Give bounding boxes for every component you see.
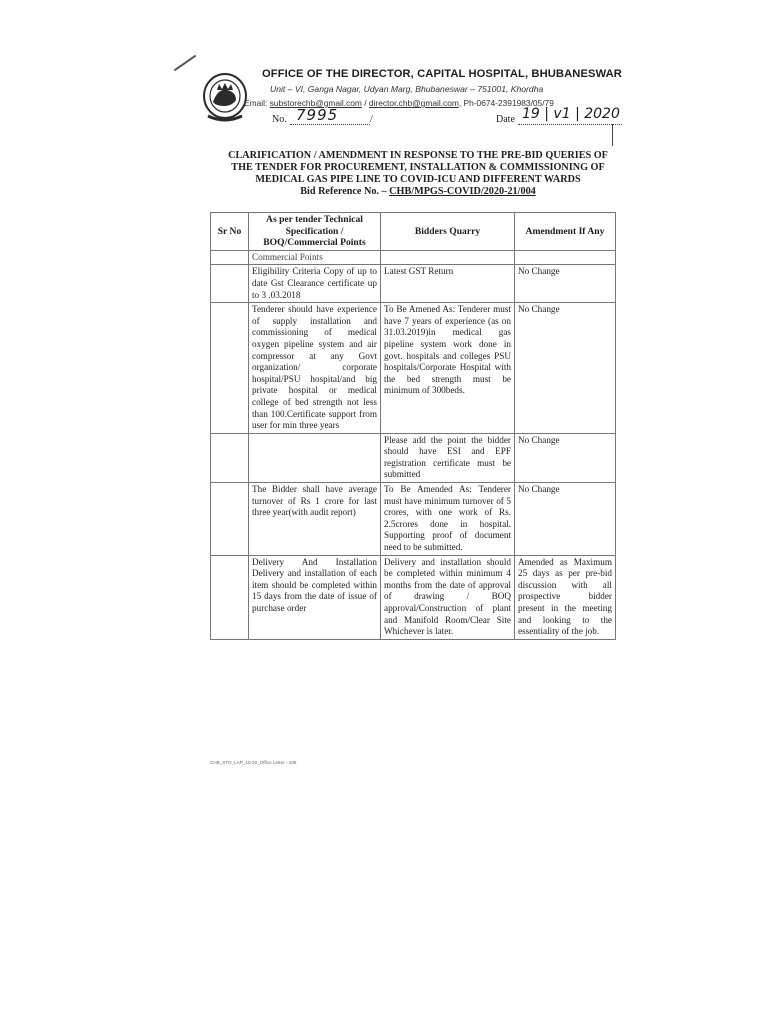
letter-date-label: Date	[496, 114, 515, 125]
spec-cell	[249, 433, 381, 482]
sr-cell	[211, 303, 249, 434]
headline-line-2: THE TENDER FOR PROCUREMENT, INSTALLATION & COMMISSIONING OF	[231, 162, 605, 173]
bid-reference-value: CHB/MPGS-COVID/2020-21/004	[389, 186, 536, 197]
header-sr-no: Sr No	[211, 213, 249, 251]
sr-cell	[211, 433, 249, 482]
amendment-cell: No Change	[515, 433, 616, 482]
office-name: OFFICE OF THE DIRECTOR, CAPITAL HOSPITAL, BHUBANESWAR	[262, 68, 622, 80]
section-amend-cell	[515, 250, 616, 265]
spec-cell: Eligibility Criteria Copy of up to date Gst Clearance certificate up to 3 .03.2018	[249, 265, 381, 303]
email-label: Email:	[244, 98, 270, 108]
query-cell: Delivery and installation should be completed within minimum 4 months from the date of approval of drawing / BOQ approval/Construction of plant and Manifold Room/Clear Site Whichever is later.	[381, 555, 515, 639]
email-separator: /	[361, 98, 369, 108]
scan-mark-tick	[612, 124, 613, 146]
sr-cell	[211, 483, 249, 556]
odisha-state-emblem-icon	[200, 70, 250, 126]
scan-mark-line	[174, 55, 196, 72]
footer-file-reference: CHB_STO_LAP_10-20_Office Letter - 108	[210, 760, 297, 765]
headline-line-1: CLARIFICATION / AMENDMENT IN RESPONSE TO THE PRE-BID QUERIES OF	[228, 150, 608, 161]
letter-no-value: 7995	[290, 106, 370, 125]
header-amendment: Amendment If Any	[515, 213, 616, 251]
bid-reference-label: Bid Reference No. –	[300, 186, 390, 197]
header-query: Bidders Quarry	[381, 213, 515, 251]
table-row	[211, 265, 616, 303]
section-query-cell	[381, 250, 515, 265]
sr-cell	[211, 265, 249, 303]
header-spec: As per tender Technical Specification / BOQ/Commercial Points	[249, 213, 381, 251]
letter-date-value: 19 | v1 | 2020	[518, 106, 622, 125]
sr-cell	[211, 555, 249, 639]
headline-line-3: MEDICAL GAS PIPE LINE TO COVID-ICU AND DIFFERENT WARDS	[255, 174, 581, 185]
email-link-substore[interactable]: substorechb@gmail.com	[269, 98, 362, 108]
table-header-row	[211, 213, 616, 251]
query-cell: To Be Amended As: Tenderer must have minimum turnover of 5 crores, with one work of Rs. 2.5crores done in hospital. Supporting proof of document need to be submitted.	[381, 483, 515, 556]
letter-no-suffix: /	[370, 114, 373, 125]
spec-cell: Tenderer should have experience of supply installation and commissioning of medical oxygen pipeline system and air compressor at any Govt organization/ corporate hospital/PSU hospital/and big private hospital or medical college of bed strength not less than 100.Certificate support from user for min three years	[249, 303, 381, 434]
table-row	[211, 303, 616, 434]
letter-no-label: No.	[272, 114, 287, 125]
bid-reference	[214, 186, 622, 198]
query-cell: To Be Amened As: Tenderer must have 7 years of experience (as on 31.03.2019)in medical gas pipeline system work done in govt. hospitals and colleges PSU hospitals/Corporate Hospital with the bed strength must be minimum of 300beds.	[381, 303, 515, 434]
query-cell: Please add the point the bidder should have ESI and EPF registration certificate must be submitted	[381, 433, 515, 482]
section-label: Commercial Points	[249, 250, 381, 265]
office-address: Unit – VI, Ganga Nagar, Udyan Marg, Bhubaneswar – 751001, Khordha	[270, 84, 544, 94]
amendment-cell: No Change	[515, 483, 616, 556]
section-sr-cell	[211, 250, 249, 265]
amendment-cell: No Change	[515, 265, 616, 303]
document-headline	[214, 150, 622, 198]
spec-cell: The Bidder shall have average turnover of Rs 1 crore for last three year(with audit report)	[249, 483, 381, 556]
table-row	[211, 433, 616, 482]
amendment-cell: Amended as Maximum 25 days as per pre-bid discussion with all prospective bidder present in the meeting and looking to the essentiality of the job.	[515, 555, 616, 639]
table-row	[211, 483, 616, 556]
amendment-cell: No Change	[515, 303, 616, 434]
query-cell: Latest GST Return	[381, 265, 515, 303]
phone-numbers: , Ph-0674-2391983/05/79	[458, 98, 554, 108]
section-row	[211, 250, 616, 265]
table-row	[211, 555, 616, 639]
clarification-table	[210, 212, 616, 640]
spec-cell: Delivery And Installation Delivery and installation of each item should be completed within 15 days from the date of issue of purchase order	[249, 555, 381, 639]
email-link-director[interactable]: director.chb@gmail.com	[368, 98, 459, 108]
